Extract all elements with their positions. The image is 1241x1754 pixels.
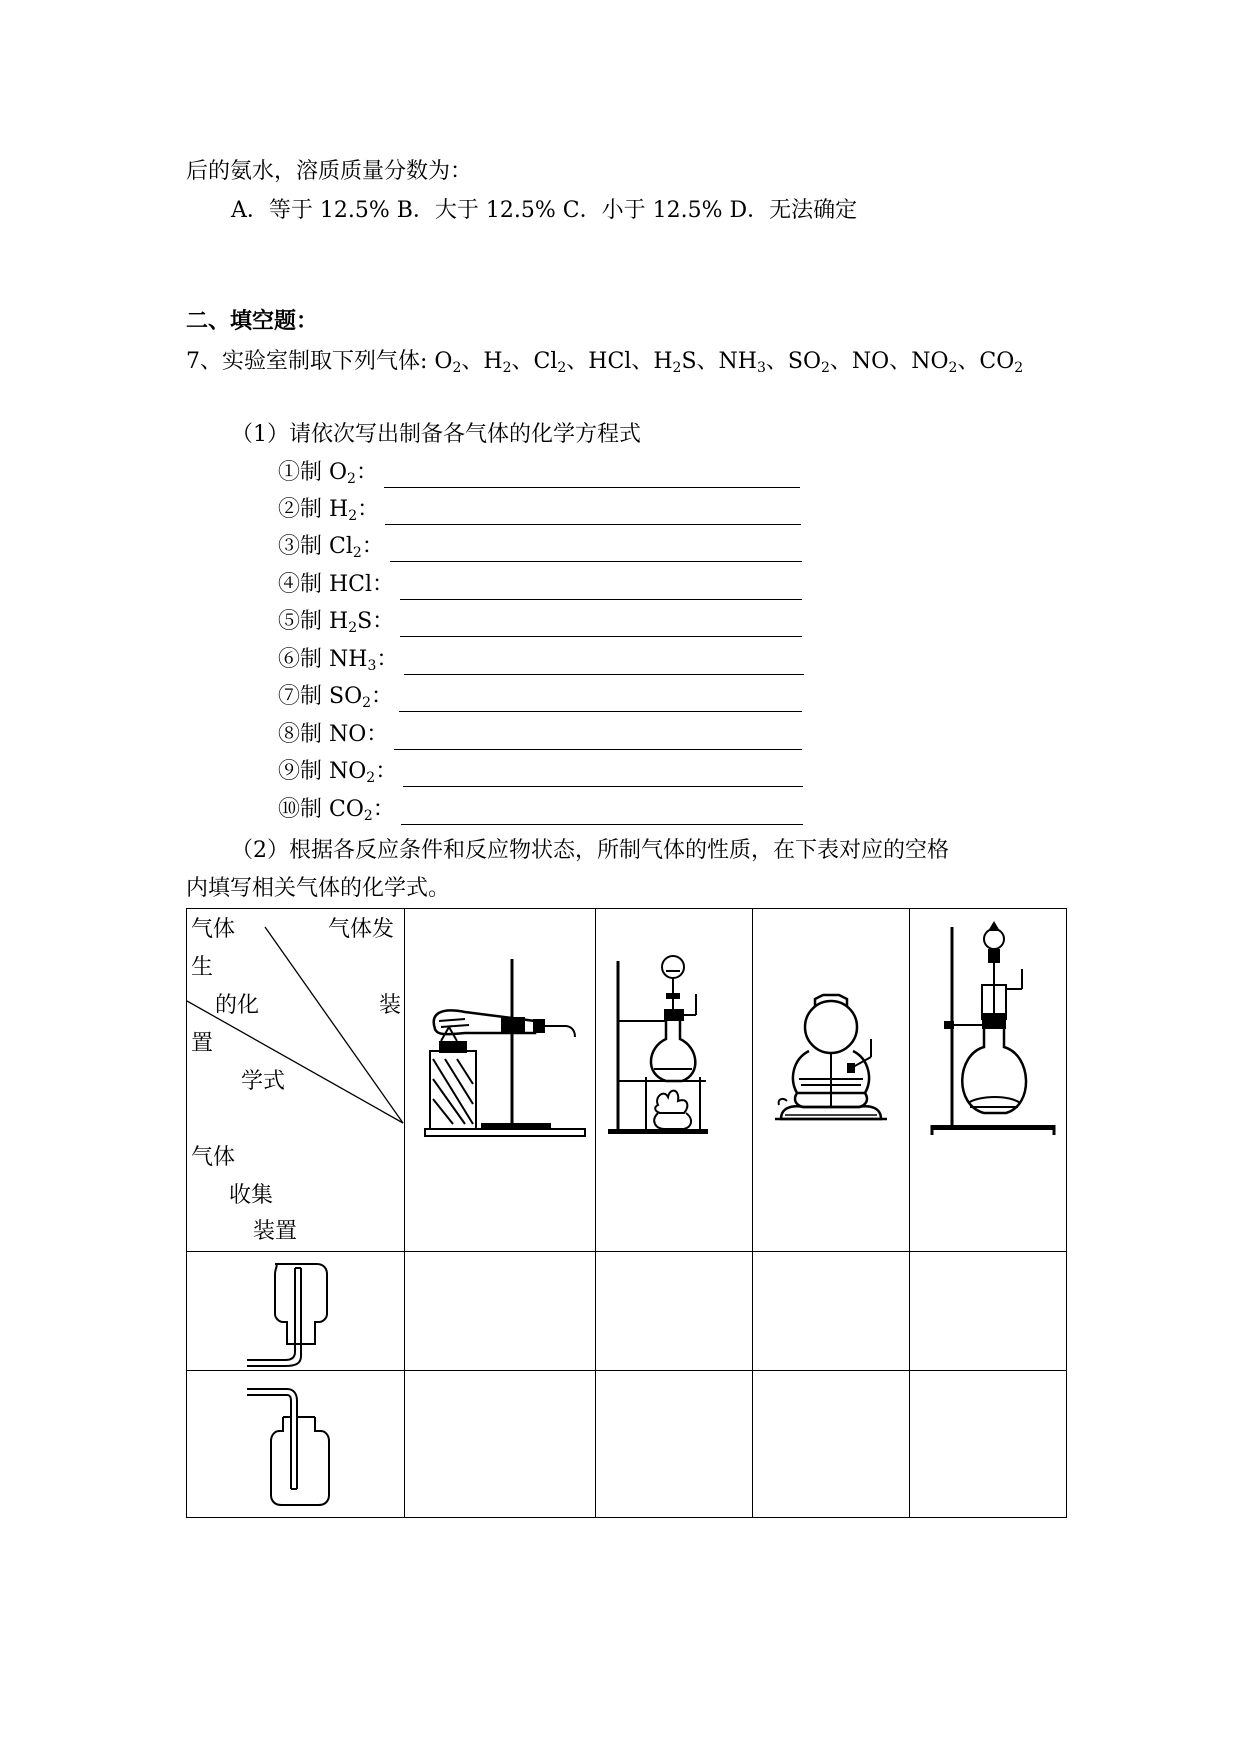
collection-cell [187, 1252, 405, 1371]
diagonal-lines [187, 909, 404, 1251]
header-text: 生 [191, 955, 214, 980]
answer-cell[interactable] [405, 1371, 596, 1518]
q7-part2-cont: 内填写相关气体的化学式。 [186, 876, 451, 901]
equation-row [278, 757, 803, 787]
unheated-flask-apparatus-icon [910, 909, 1066, 1251]
equation-label: ④制 HCl： [278, 572, 395, 597]
apparatus-cell [405, 909, 596, 1252]
q7-gases: : $O_2$、$H_2$、$Cl_2$、HCl、$H_2S$、$NH_3$、$SO_2$、NO、$NO_2$、$CO_2$ [420, 349, 1024, 376]
q7-part1: （1）请依次写出制备各气体的化学方程式 [231, 422, 641, 447]
header-text: 气体发 [328, 917, 395, 942]
solid-heating-apparatus-icon [405, 909, 595, 1251]
answer-cell[interactable] [596, 1252, 753, 1371]
section-title: 二、填空题： [186, 308, 319, 334]
equation-label: ⑦制 $SO_2$： [278, 684, 394, 711]
header-text: 收集 [229, 1183, 274, 1208]
equation-row [278, 682, 802, 712]
answer-blank[interactable] [384, 465, 800, 488]
header-text: 装置 [253, 1219, 298, 1244]
answer-blank[interactable] [399, 689, 802, 712]
equation-label: ①制 $O_2$： [278, 460, 378, 487]
equation-row [278, 532, 802, 562]
q7-prefix: 7、实验室制取下列气体 [186, 349, 420, 374]
equation-label: ⑤制 $H_2S$： [278, 609, 395, 636]
collection-cell [187, 1371, 405, 1518]
answer-cell[interactable] [910, 1252, 1067, 1371]
gas-apparatus-table [186, 908, 1067, 1518]
equation-label: ②制 $H_2$： [278, 497, 380, 524]
upright-bottle-collection-icon [187, 1371, 404, 1517]
equation-label: ⑩制 $CO_2$： [278, 797, 395, 824]
answer-cell[interactable] [405, 1252, 596, 1371]
equation-row [278, 495, 801, 525]
header-diagonal-cell [187, 909, 405, 1252]
answer-blank[interactable] [403, 764, 803, 787]
header-text: 的化 [215, 993, 260, 1018]
header-text: 气体 [191, 1145, 236, 1170]
apparatus-cell [753, 909, 910, 1252]
answer-cell[interactable] [596, 1371, 753, 1518]
q7-part2: （2）根据各反应条件和反应物状态，所制气体的性质，在下表对应的空格 [231, 838, 949, 863]
answer-blank[interactable] [400, 577, 802, 600]
question-stem: 后的氨水，溶质质量分数为： [186, 159, 473, 184]
answer-blank[interactable] [394, 727, 802, 750]
answer-cell[interactable] [910, 1371, 1067, 1518]
answer-blank[interactable] [400, 614, 802, 637]
equation-row [278, 458, 800, 488]
equation-label: ⑧制 NO： [278, 722, 389, 747]
answer-blank[interactable] [401, 802, 803, 825]
equation-row [278, 570, 802, 600]
equation-row [278, 795, 803, 825]
equation-label: ③制 $Cl_2$： [278, 534, 384, 561]
answer-blank[interactable] [390, 539, 802, 562]
equation-row [278, 720, 802, 750]
header-text: 学式 [241, 1069, 286, 1094]
inverted-bottle-collection-icon [187, 1252, 404, 1370]
answer-blank[interactable] [385, 502, 801, 525]
equation-label: ⑨制 $NO_2$： [278, 759, 398, 786]
kipp-generator-icon [753, 909, 909, 1251]
equation-row [278, 607, 802, 637]
header-text: 气体 [191, 917, 236, 942]
header-text: 置 [191, 1031, 214, 1056]
equation-row [278, 645, 804, 675]
answer-cell[interactable] [753, 1371, 910, 1518]
q7-stem [186, 347, 1023, 377]
header-text: 装 [379, 993, 402, 1018]
apparatus-cell [910, 909, 1067, 1252]
answer-cell[interactable] [753, 1252, 910, 1371]
equation-label: ⑥制 $NH_3$： [278, 647, 399, 674]
answer-blank[interactable] [404, 652, 804, 675]
question-options: A．等于 12.5% B．大于 12.5% C．小于 12.5% D．无法确定 [231, 198, 858, 223]
apparatus-cell [596, 909, 753, 1252]
liquid-heating-apparatus-icon [596, 909, 752, 1251]
